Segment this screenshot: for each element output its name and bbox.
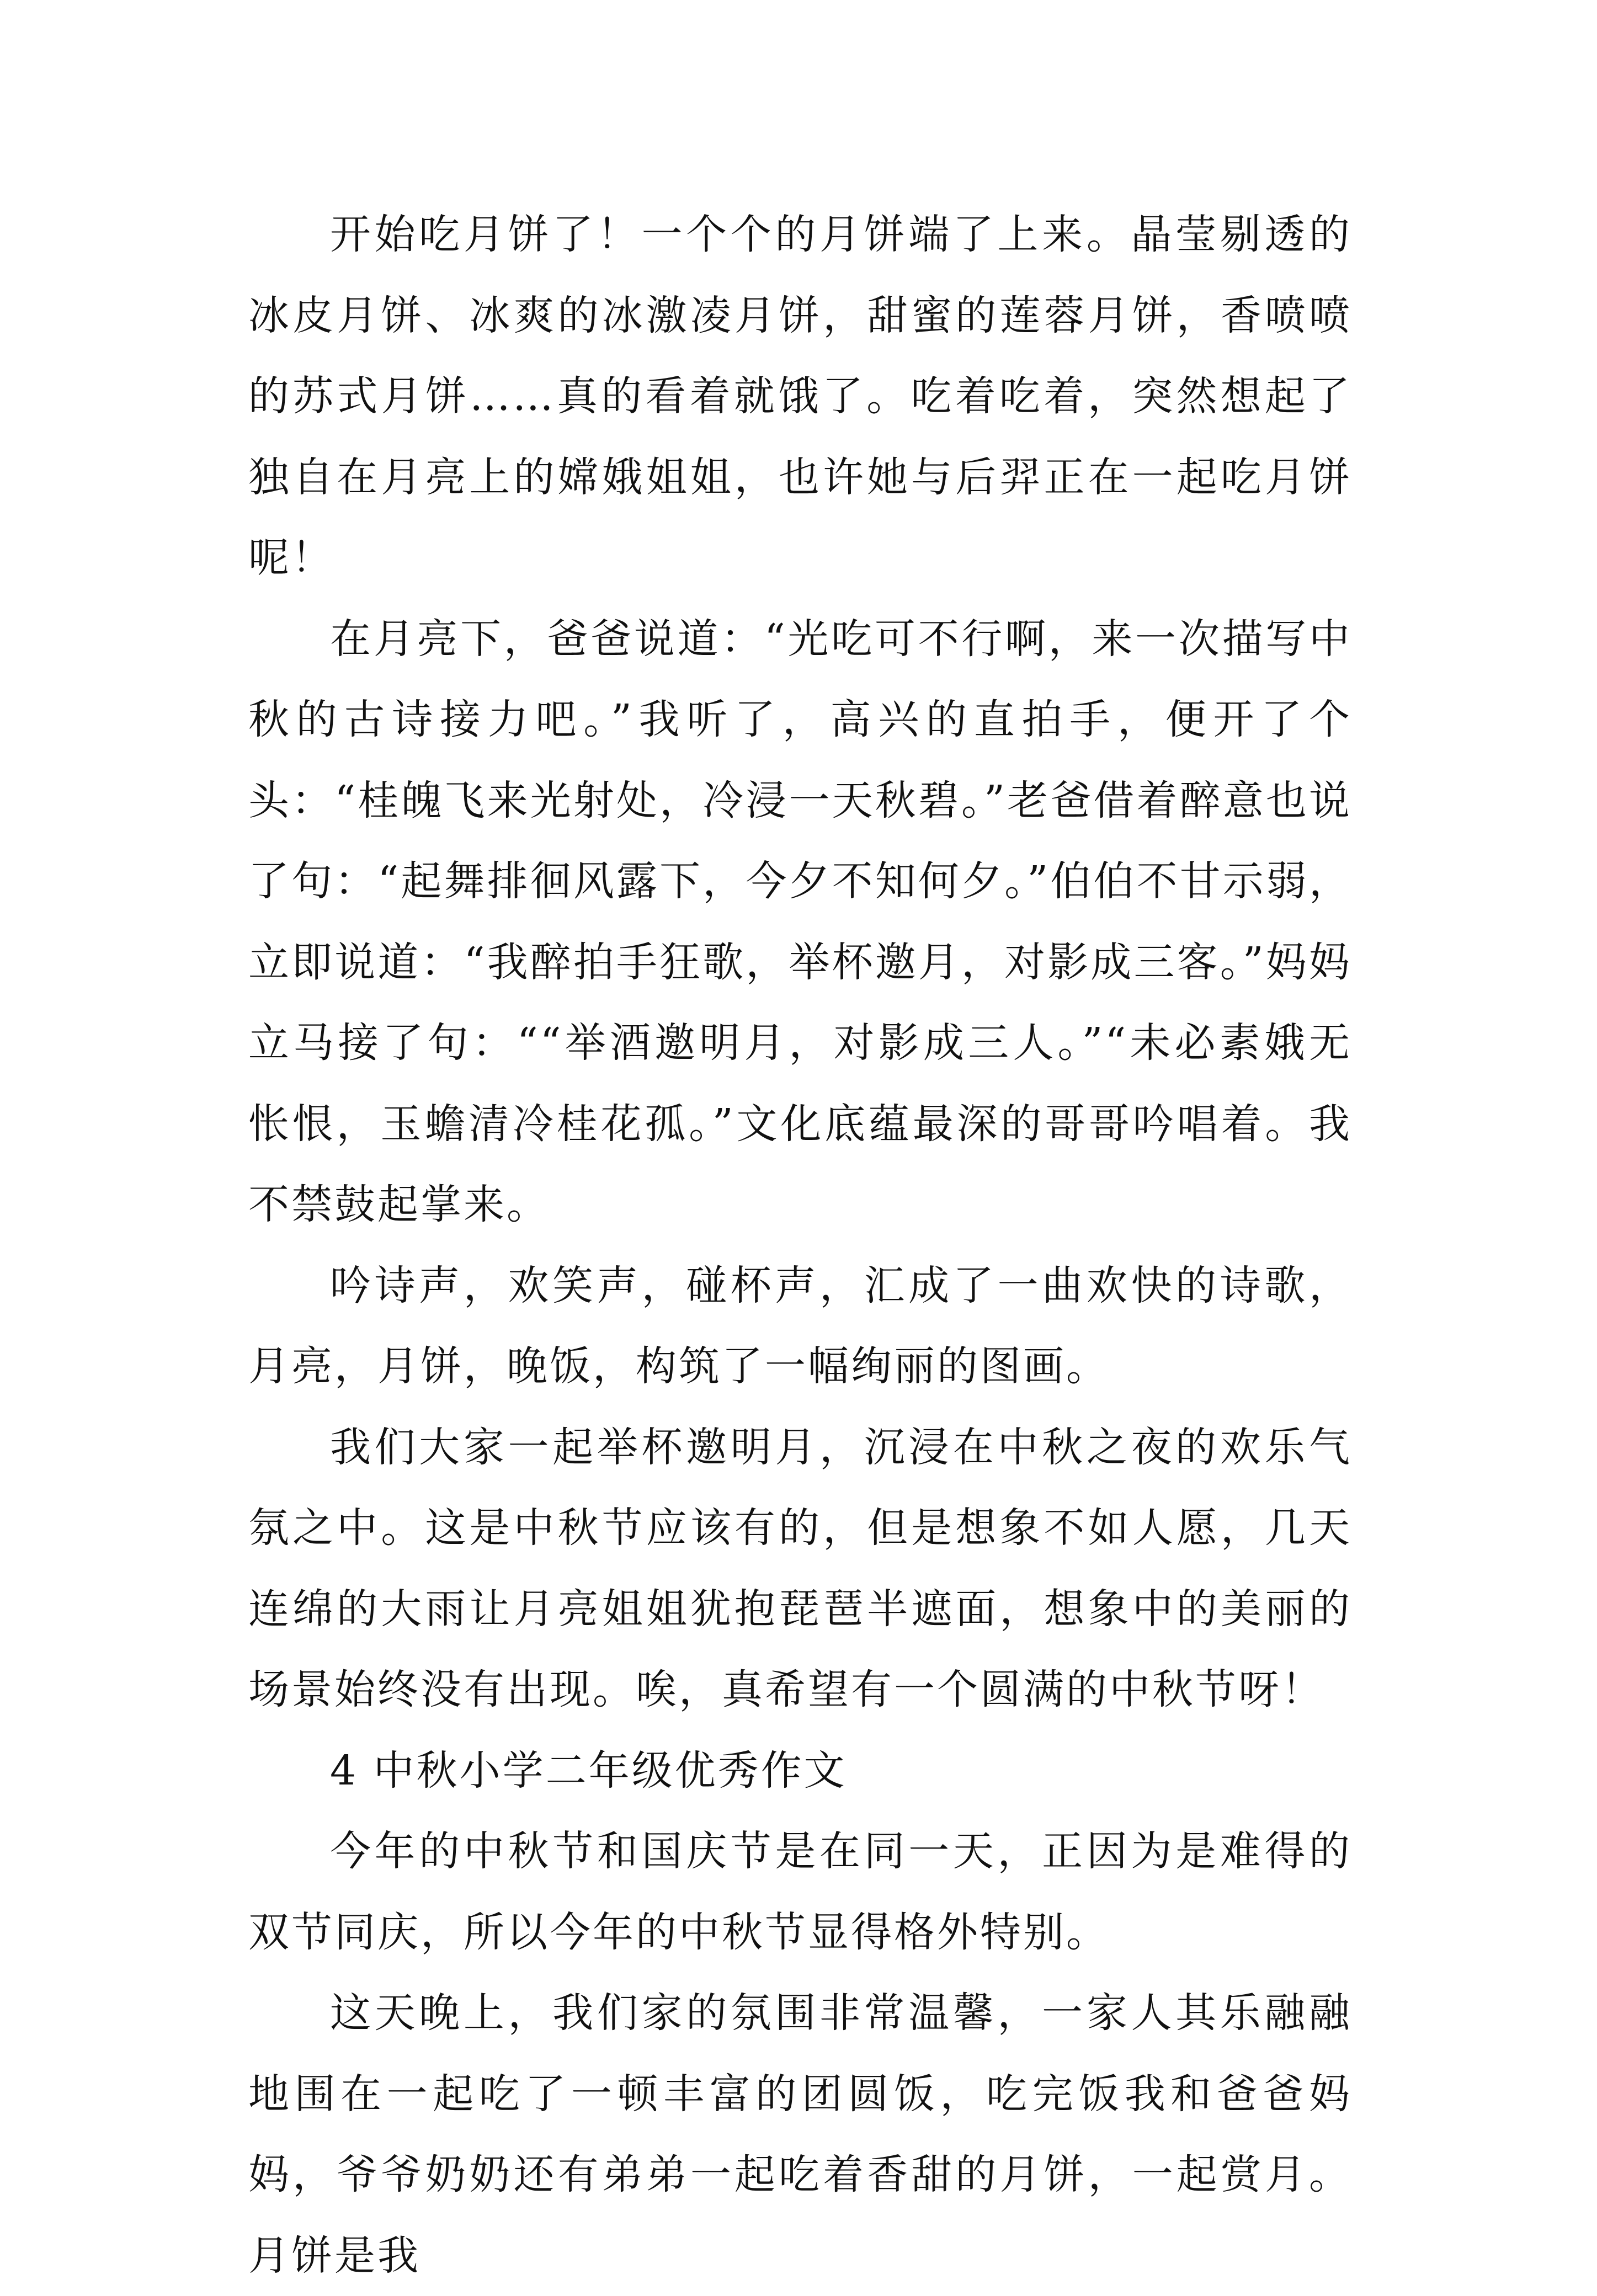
section-heading: 4 中秋小学二年级优秀作文	[330, 1746, 847, 1794]
paragraph-double-festival: 今年的中秋节和国庆节是在同一天，正因为是难得的双节同庆，所以今年的中秋节显得格外特别。	[248, 1828, 1352, 1956]
paragraph-rainy-festival: 我们大家一起举杯邀明月，沉浸在中秋之夜的欢乐气氛之中。这是中秋节应该有的，但是想象不如人愿，几天连绵的大雨让月亮姐姐犹抱琵琶半遮面，想象中的美丽的场景始终没有出现。唉，真希望有一个圆满的中秋节呀！	[248, 1423, 1352, 1713]
document-body	[248, 194, 1352, 2296]
paragraph-mooncakes: 开始吃月饼了！一个个的月饼端了上来。晶莹剔透的冰皮月饼、冰爽的冰激凌月饼，甜蜜的莲蓉月饼，香喷喷的苏式月饼……真的看着就饿了。吃着吃着，突然想起了独自在月亮上的嫦娥姐姐，也许她与后羿正在一起吃月饼呢！	[248, 211, 1352, 582]
paragraph-poetry-relay: 在月亮下，爸爸说道：“光吃可不行啊，来一次描写中秋的古诗接力吧。”我听了，高兴的直拍手，便开了个头：“桂魄飞来光射处，冷浸一天秋碧。”老爸借着醉意也说了句：“起舞排徊风露下，今夕不知何夕。”伯伯不甘示弱，立即说道：“我醉拍手狂歌，举杯邀月，对影成三客。”妈妈立马接了句：““举酒邀明月，对影成三人。”“未必素娥无怅恨，玉蟾清冷桂花孤。”文化底蕴最深的哥哥吟唱着。我不禁鼓起掌来。	[248, 615, 1352, 1228]
paragraph-festive-sounds: 吟诗声，欢笑声，碰杯声，汇成了一曲欢快的诗歌，月亮，月饼，晚饭，构筑了一幅绚丽的图画。	[248, 1261, 1352, 1390]
paragraph-family-dinner: 这天晚上，我们家的氛围非常温馨，一家人其乐融融地围在一起吃了一顿丰富的团圆饭，吃完饭我和爸爸妈妈，爷爷奶奶还有弟弟一起吃着香甜的月饼，一起赏月。月饼是我	[248, 1989, 1352, 2279]
